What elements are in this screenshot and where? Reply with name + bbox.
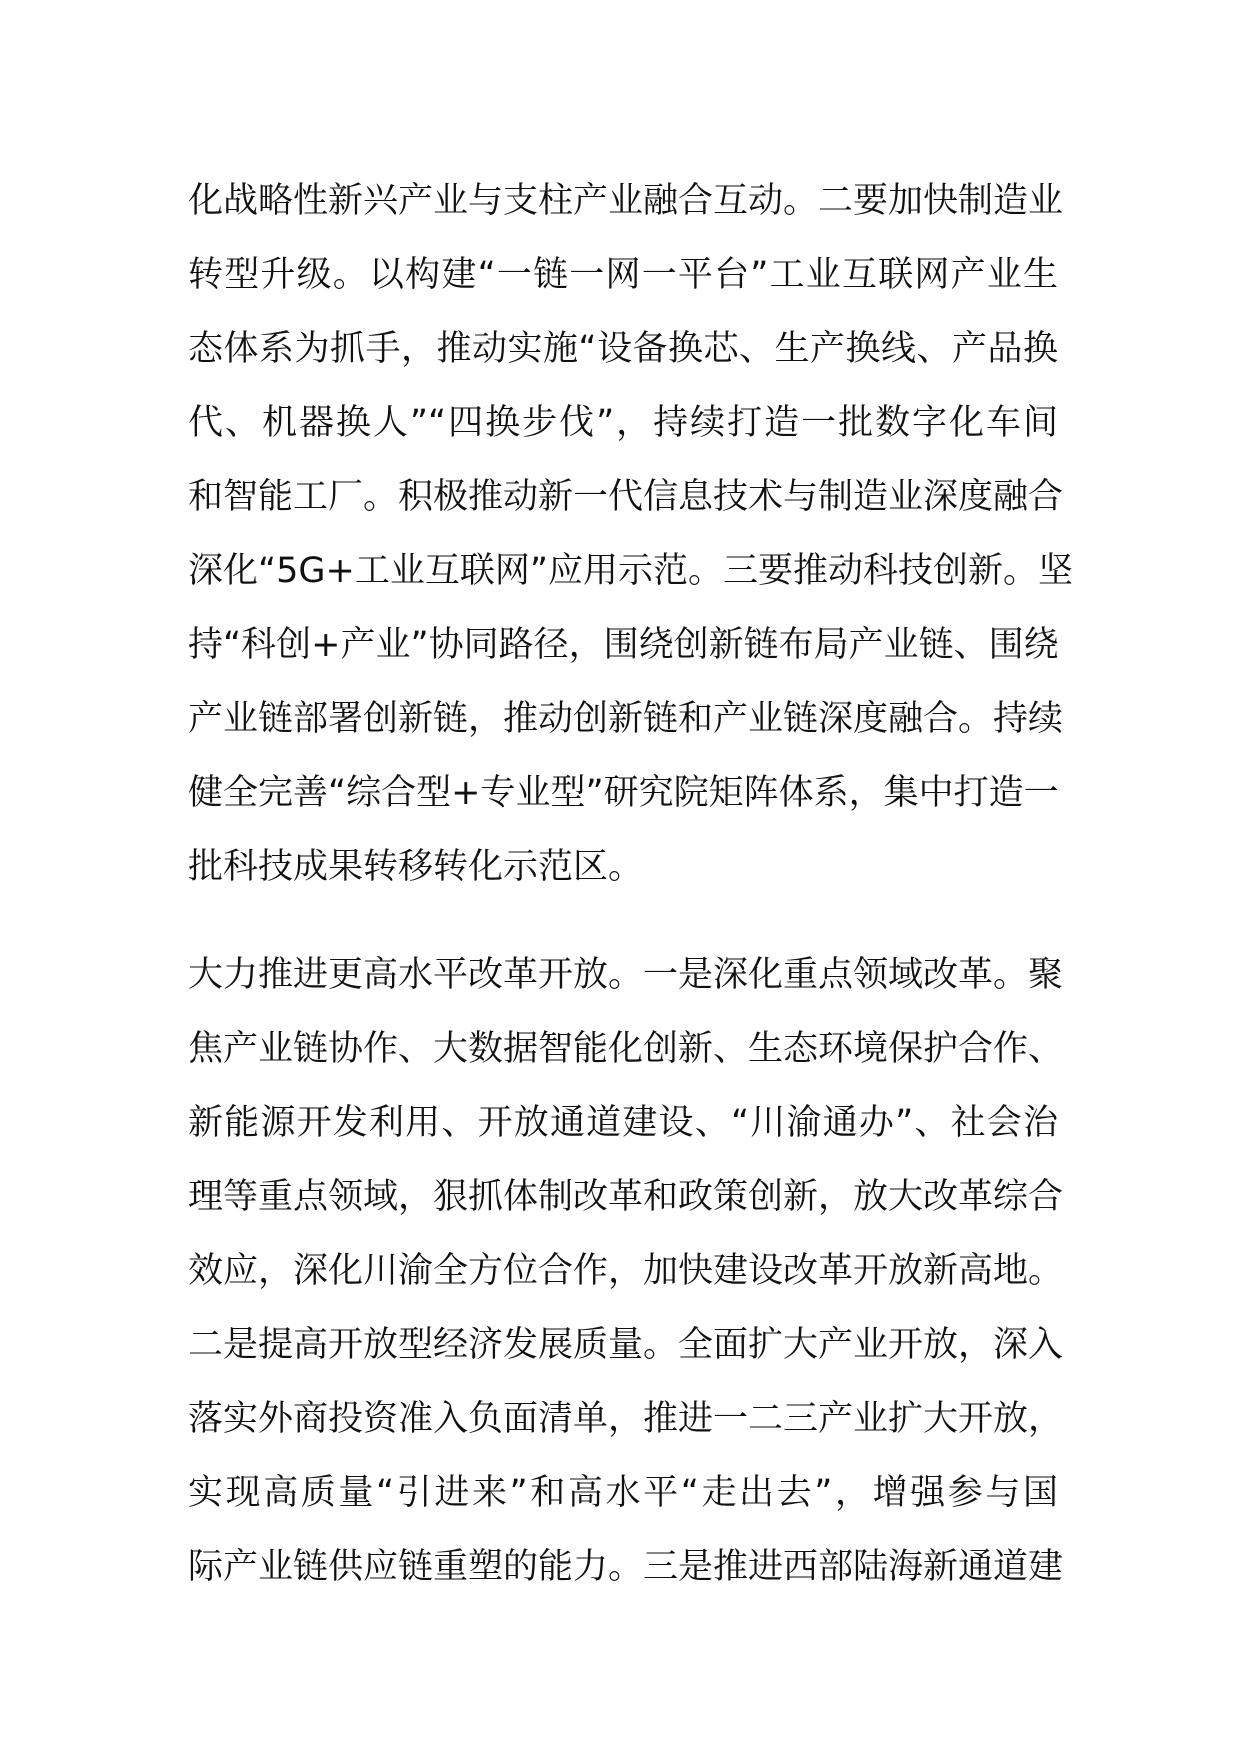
text-line: 批科技成果转移转化示范区。 <box>188 847 644 887</box>
text-line: 深化“5G+工业互联网”应用示范。三要推动科技创新。坚 <box>188 551 1073 591</box>
text-line: 焦产业链协作、大数据智能化创新、生态环境保护合作、 <box>188 1029 1064 1069</box>
text-line: 持“科创+产业”协同路径，围绕创新链布局产业链、围绕 <box>188 625 1059 665</box>
text-line: 产业链部署创新链，推动创新链和产业链深度融合。持续 <box>188 699 1064 739</box>
paragraph-2 <box>188 938 1064 1604</box>
text-line: 大力推进更高水平改革开放。一是深化重点领域改革。聚 <box>188 955 1064 995</box>
text-line: 实现高质量“引进来”和高水平“走出去”，增强参与国 <box>188 1473 1058 1513</box>
text-line: 二是提高开放型经济发展质量。全面扩大产业开放，深入 <box>188 1325 1064 1365</box>
text-line: 健全完善“综合型+专业型”研究院矩阵体系，集中打造一 <box>188 773 1059 813</box>
text-line: 效应，深化川渝全方位合作，加快建设改革开放新高地。 <box>188 1251 1064 1291</box>
text-line: 和智能工厂。积极推动新一代信息技术与制造业深度融合 <box>188 477 1064 517</box>
text-line: 理等重点领域，狠抓体制改革和政策创新，放大改革综合 <box>188 1177 1064 1217</box>
text-line: 态体系为抓手，推动实施“设备换芯、生产换线、产品换 <box>188 329 1058 369</box>
text-line: 落实外商投资准入负面清单，推进一二三产业扩大开放， <box>188 1399 1064 1439</box>
text-line: 化战略性新兴产业与支柱产业融合互动。二要加快制造业 <box>188 181 1064 221</box>
text-line: 代、机器换人”“四换步伐”，持续打造一批数字化车间 <box>188 403 1058 443</box>
text-line: 转型升级。以构建“一链一网一平台”工业互联网产业生 <box>188 255 1058 295</box>
text-line: 际产业链供应链重塑的能力。三是推进西部陆海新通道建 <box>188 1547 1064 1587</box>
paragraph-1 <box>188 164 1073 904</box>
text-line: 新能源开发利用、开放通道建设、“川渝通办”、社会治 <box>188 1103 1058 1143</box>
